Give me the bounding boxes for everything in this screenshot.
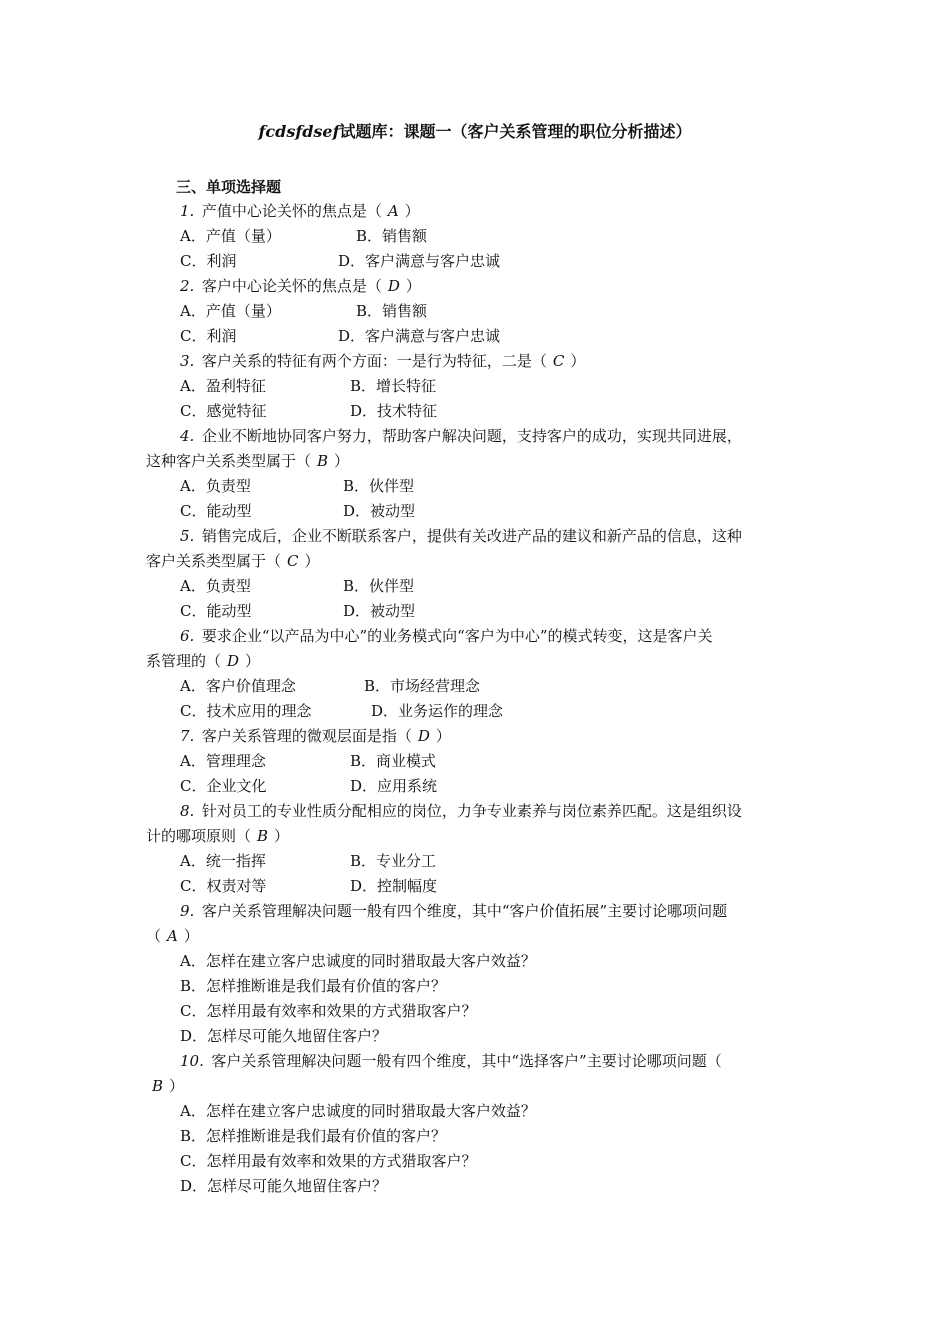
option-row [0,1099,950,1124]
question-stem: 企业不断地协同客户努力，帮助客户解决问题，支持客户的成功，实现共同进展， [201,427,742,445]
answer-option: C．怎样用最有效率和效果的方式猎取客户？ [180,1002,477,1020]
answer-option: B．销售额 [356,302,428,320]
answer-option: D．控制幅度 [350,877,438,895]
answer-option: A．产值（量） [180,227,281,245]
answer-letter: D [387,277,400,295]
question-item [0,799,950,899]
answer-letter: B [257,827,269,845]
question-stem: 销售完成后，企业不断联系客户，提供有关改进产品的建议和新产品的信息，这种 [201,527,742,545]
option-row [0,749,950,774]
question-text-line [0,199,950,224]
question-text-line [0,524,950,549]
question-item [0,274,950,349]
question-number: 10. [180,1052,204,1070]
option-row [0,374,950,399]
question-stem: 针对员工的专业性质分配相应的岗位，力争专业素养与岗位素养匹配。这是组织设 [201,802,742,820]
section-heading: 三、单项选择题 [176,178,282,196]
question-item [0,624,950,724]
question-text-line [0,424,950,449]
answer-option: A．产值（量） [180,302,281,320]
option-row [0,949,950,974]
answer-option: C．企业文化 [180,777,267,795]
option-row [0,324,950,349]
answer-option: C．能动型 [180,502,252,520]
answer-letter: A [167,927,178,945]
answer-option: A．盈利特征 [180,377,266,395]
answer-option: C．权责对等 [180,877,267,895]
document-title [0,121,950,143]
question-stem-end: ） [334,452,350,470]
answer-option: C．怎样用最有效率和效果的方式猎取客户？ [180,1152,477,1170]
answer-option: A．管理理念 [180,752,266,770]
question-stem: 客户关系管理解决问题一般有四个维度，其中“客户价值拓展”主要讨论哪项问题 [201,902,728,920]
question-text-line [0,349,950,374]
option-row [0,999,950,1024]
question-number: 1. [180,202,195,220]
answer-option: C．能动型 [180,602,252,620]
question-item [0,524,950,624]
answer-option: C．感觉特征 [180,402,267,420]
option-row [0,699,950,724]
option-row [0,849,950,874]
answer-option: C．利润 [180,252,237,270]
option-row [0,399,950,424]
answer-option: D．被动型 [343,502,416,520]
question-text-line [0,724,950,749]
question-text-line [0,924,950,949]
question-stem-end: ） [304,552,320,570]
answer-option: A．客户价值理念 [180,677,296,695]
option-row [0,974,950,999]
answer-letter: A [387,202,399,220]
question-stem: 客户关系类型属于（ [146,552,282,570]
option-row [0,574,950,599]
question-item [0,899,950,1049]
question-text-line [0,824,950,849]
question-stem: 客户关系的特征有两个方面：一是行为特征，二是（ [201,352,547,370]
option-row [0,474,950,499]
answer-option: B．市场经营理念 [364,677,481,695]
option-row [0,874,950,899]
question-stem: 产值中心论关怀的焦点是（ [201,202,382,220]
question-stem-end: ） [245,652,261,670]
answer-letter: C [287,552,299,570]
answer-option: D．怎样尽可能久地留住客户？ [180,1177,388,1195]
answer-letter: B [152,1077,164,1095]
option-row [0,1124,950,1149]
question-text-line [0,799,950,824]
answer-option: B．商业模式 [350,752,437,770]
question-stem-end: ） [274,827,290,845]
answer-option: B．增长特征 [350,377,437,395]
question-text-line [0,1049,950,1074]
answer-option: D．客户满意与客户忠诚 [338,252,501,270]
question-stem: 客户关系管理解决问题一般有四个维度，其中“选择客户”主要讨论哪项问题（ [211,1052,722,1070]
answer-option: B．怎样推断谁是我们最有价值的客户？ [180,977,447,995]
question-text-line [0,1074,950,1099]
option-row [0,599,950,624]
question-stem-end: ） [404,202,420,220]
answer-option: D．怎样尽可能久地留住客户？ [180,1027,388,1045]
option-row [0,299,950,324]
option-row [0,499,950,524]
question-item [0,349,950,424]
answer-option: D．技术特征 [350,402,438,420]
answer-option: B．专业分工 [350,852,437,870]
question-text-line [0,899,950,924]
answer-option: A．怎样在建立客户忠诚度的同时猎取最大客户效益？ [180,952,536,970]
answer-option: D．被动型 [343,602,416,620]
answer-option: B．伙伴型 [343,477,415,495]
answer-option: B．伙伴型 [343,577,415,595]
title-text: 试题库：课题一（客户关系管理的职位分析描述） [339,122,692,141]
question-stem: （ [146,927,162,945]
answer-option: D．应用系统 [350,777,438,795]
option-row [0,774,950,799]
question-number: 8. [180,802,195,820]
option-row [0,674,950,699]
answer-option: B．销售额 [356,227,428,245]
title-latin: fcdsfdsef [258,122,340,141]
answer-option: C．利润 [180,327,237,345]
option-row [0,224,950,249]
question-stem-end: ） [570,352,586,370]
question-text-line [0,449,950,474]
answer-option: C．技术应用的理念 [180,702,312,720]
answer-option: A．怎样在建立客户忠诚度的同时猎取最大客户效益？ [180,1102,536,1120]
question-number: 2. [180,277,195,295]
option-row [0,1174,950,1199]
answer-letter: D [417,727,430,745]
answer-option: D．业务运作的理念 [371,702,504,720]
question-stem: 计的哪项原则（ [146,827,252,845]
question-number: 3. [180,352,195,370]
question-stem-end: ） [169,1077,185,1095]
answer-option: A．负责型 [180,577,251,595]
question-text-line [0,549,950,574]
answer-letter: C [552,352,565,370]
question-item [0,424,950,524]
question-stem: 客户关系管理的微观层面是指（ [201,727,412,745]
question-stem: 要求企业“以产品为中心”的业务模式向“客户为中心”的模式转变，这是客户关 [201,627,713,645]
answer-option: A．负责型 [180,477,251,495]
question-number: 9. [180,902,195,920]
question-number: 5. [180,527,195,545]
answer-option: B．怎样推断谁是我们最有价值的客户？ [180,1127,447,1145]
question-text-line [0,649,950,674]
question-text-line [0,624,950,649]
answer-letter: B [317,452,329,470]
question-stem-end: ） [183,927,199,945]
question-stem: 系管理的（ [146,652,222,670]
question-stem-end: ） [435,727,451,745]
option-row [0,1024,950,1049]
answer-letter: D [227,652,240,670]
question-stem: 客户中心论关怀的焦点是（ [201,277,382,295]
question-number: 4. [180,427,195,445]
option-row [0,249,950,274]
option-row [0,1149,950,1174]
question-number: 6. [180,627,195,645]
answer-option: A．统一指挥 [180,852,266,870]
question-stem: 这种客户关系类型属于（ [146,452,312,470]
question-item [0,724,950,799]
question-number: 7. [180,727,195,745]
question-text-line [0,274,950,299]
question-list [0,199,950,1199]
question-item [0,199,950,274]
answer-option: D．客户满意与客户忠诚 [338,327,501,345]
question-item [0,1049,950,1199]
question-stem-end: ） [405,277,421,295]
